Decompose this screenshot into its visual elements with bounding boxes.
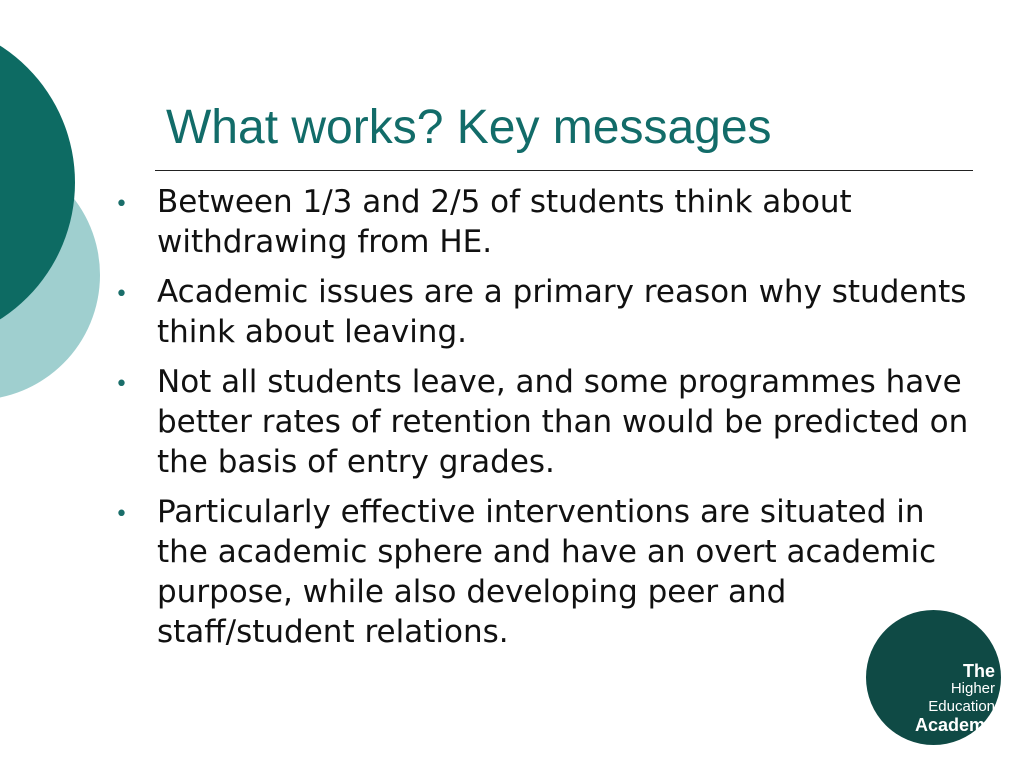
bullet-list [115,182,985,662]
bullet-text: Not all students leave, and some programmes have better rates of retention than would be predicted on the basis of entry grades. [157,364,969,480]
logo-text [915,662,995,734]
bullet-text: Particularly effective interventions are situated in the academic sphere and have an overt academic purpose, while also developing peer and staff/student relations. [157,494,937,650]
bullet-icon: • [115,372,128,397]
hea-logo [866,610,1001,745]
bullet-item [115,272,985,352]
logo-line-the: The [962,661,995,681]
title-divider [155,170,973,171]
bullet-text: Academic issues are a primary reason why students think about leaving. [157,274,967,350]
logo-line-education: Education [928,698,995,715]
bullet-text: Between 1/3 and 2/5 of students think about withdrawing from HE. [157,184,852,260]
logo-line-higher: Higher [950,680,995,697]
bullet-icon: • [115,282,128,307]
bullet-item [115,182,985,262]
slide-title: What works? Key messages [166,101,772,154]
bullet-item [115,362,985,482]
bullet-icon: • [115,192,128,217]
bullet-item [115,492,985,652]
logo-line-academy: Academy [914,715,995,735]
bullet-icon: • [115,502,128,527]
